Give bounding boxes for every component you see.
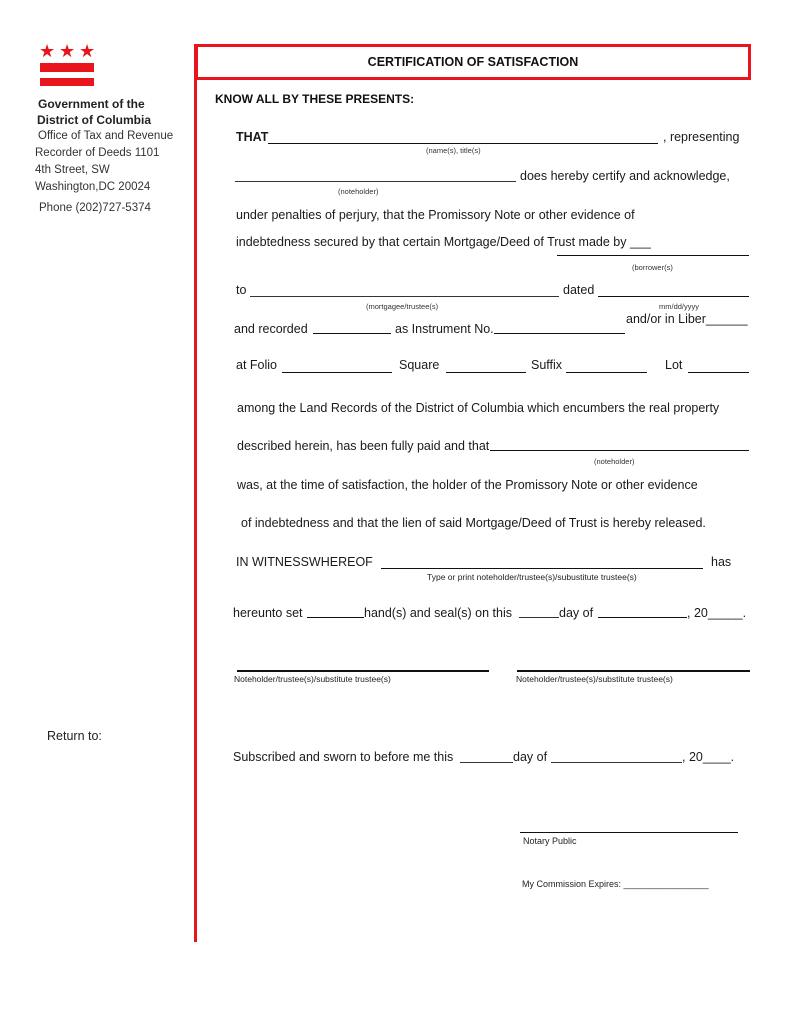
noteholder-hint: (noteholder) [338, 187, 379, 196]
hereunto-label: hereunto set [233, 606, 303, 620]
address-line: Office of Tax and Revenue [38, 130, 174, 142]
was-text: was, at the time of satisfaction, the holder of the Promissory Note or other evidence [237, 478, 698, 492]
released-text: of indebtedness and that the lien of said Mortgage/Deed of Trust is hereby released. [241, 516, 706, 530]
indebtedness-text: indebtedness secured by that certain Mortgage/Deed of Trust made by ___ [236, 235, 651, 249]
instrument-number-input[interactable] [495, 319, 624, 333]
recorded-label: and recorded [234, 322, 308, 336]
perjury-text: under penalties of perjury, that the Promissory Note or other evidence of [236, 208, 635, 222]
flag-bar [40, 78, 94, 86]
noteholder-paid-input[interactable] [491, 436, 748, 450]
noteholder-hint: (noteholder) [594, 457, 635, 466]
date-hint: mm/dd/yyyy [659, 302, 700, 311]
names-titles-input[interactable] [270, 129, 656, 143]
witness-day-input[interactable] [520, 603, 558, 617]
hand-seal-label: hand(s) and seal(s) on this [364, 606, 512, 620]
address-line: 4th Street, SW [35, 164, 110, 176]
sworn-day-of-label: day of [513, 750, 548, 764]
lot-input[interactable] [689, 357, 748, 371]
notary-signature-input[interactable] [521, 817, 737, 831]
names-hint: (name(s), title(s) [426, 146, 481, 155]
sworn-year-label: , 20____. [682, 750, 735, 764]
mortgagee-hint: (mortgagee/trustee(s) [366, 302, 439, 311]
address-line: Washington,DC 20024 [35, 181, 151, 193]
dated-label: dated [563, 283, 595, 297]
signature-2-label: Noteholder/trustee(s)/substitute trustee(s) [516, 674, 673, 684]
witness-month-input[interactable] [599, 603, 686, 617]
intro-heading: KNOW ALL BY THESE PRESENTS: [215, 92, 415, 106]
page-title: CERTIFICATION OF SATISFACTION [367, 55, 579, 69]
borrower-input[interactable] [559, 241, 747, 255]
land-records-text: among the Land Records of the District of Columbia which encumbers the real property [237, 401, 720, 415]
noteholder-input[interactable] [236, 167, 515, 181]
borrower-hint: (borrower(s) [632, 263, 673, 272]
witness-hint: Type or print noteholder/trustee(s)/subustitute trustee(s) [427, 572, 637, 582]
notary-label: Notary Public [523, 836, 577, 846]
sworn-day-input[interactable] [461, 748, 512, 762]
witness-name-input[interactable] [383, 553, 701, 567]
signature-1-label: Noteholder/trustee(s)/substitute trustee(s) [234, 674, 391, 684]
signature-1-input[interactable] [238, 655, 488, 669]
to-label: to [236, 283, 247, 297]
commission-label: My Commission Expires: _________________ [522, 879, 709, 889]
star-icon: ★ [79, 41, 96, 61]
return-to-label: Return to: [47, 729, 102, 743]
org-name-line1: Government of the [38, 97, 145, 111]
witness-label: IN WITNESSWHEREOF [236, 555, 373, 569]
that-label: THAT [236, 130, 269, 144]
hereunto-input[interactable] [308, 603, 363, 617]
square-input[interactable] [447, 357, 525, 371]
suffix-input[interactable] [567, 357, 646, 371]
mortgagee-input[interactable] [251, 282, 558, 296]
instrument-label: as Instrument No. [395, 322, 494, 336]
recorded-input[interactable] [314, 319, 390, 333]
has-label: has [711, 555, 732, 569]
folio-input[interactable] [283, 357, 391, 371]
title-box [195, 44, 751, 80]
square-label: Square [399, 358, 440, 372]
flag-bar [40, 63, 94, 72]
address-line: Recorder of Deeds 1101 [35, 147, 160, 159]
lot-label: Lot [665, 358, 683, 372]
suffix-label: Suffix [531, 358, 563, 372]
representing-label: , representing [663, 130, 740, 144]
sworn-label: Subscribed and sworn to before me this [233, 750, 454, 764]
phone-number: Phone (202)727-5374 [39, 202, 151, 214]
star-icon: ★ [39, 41, 56, 61]
folio-label: at Folio [236, 358, 277, 372]
sworn-month-input[interactable] [552, 748, 681, 762]
liber-label: and/or in Liber______ [626, 312, 748, 326]
described-text: described herein, has been fully paid and that [237, 439, 490, 453]
signature-2-input[interactable] [518, 655, 749, 669]
star-icon: ★ [59, 41, 76, 61]
red-margin-line [194, 44, 197, 942]
day-of-label: day of [559, 606, 594, 620]
org-name-line2: District of Columbia [37, 113, 152, 127]
date-input[interactable] [600, 282, 747, 296]
year-label: , 20_____. [687, 606, 747, 620]
certify-text: does hereby certify and acknowledge, [520, 169, 730, 183]
